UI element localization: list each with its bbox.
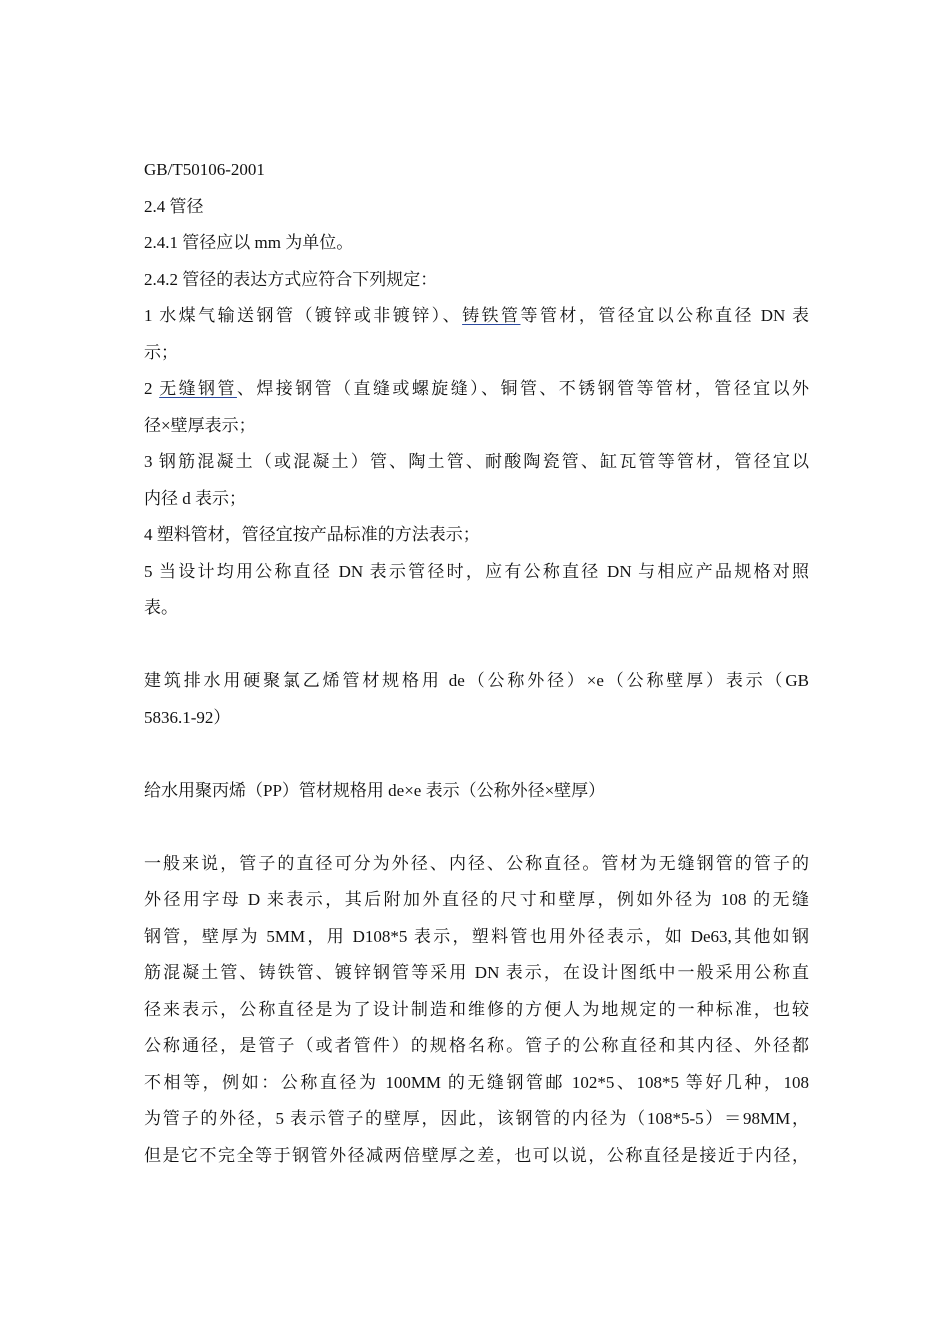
pp-paragraph: 给水用聚丙烯（PP）管材规格用 de×e 表示（公称外径×壁厚） <box>144 780 606 800</box>
clause-2-4-1: 2.4.1 管径应以 mm 为单位。 <box>144 233 354 252</box>
paragraph-line: 筋混凝土管、铸铁管、镀锌钢管等采用 DN 表示，在设计图纸中一般采用公称直 <box>144 963 809 982</box>
item-5-line-2: 表。 <box>144 598 178 617</box>
paragraph-line: 不相等，例如：公称直径为 100MM 的无缝钢管邮 102*5、108*5 等好几种，108 <box>144 1072 809 1092</box>
paragraph-line: 但是它不完全等于钢管外径减两倍壁厚之差，也可以说，公称直径是接近于内径， <box>144 1145 809 1165</box>
item-2-line-2: 径×壁厚表示； <box>144 415 256 435</box>
paragraph-line: 一般来说，管子的直径可分为外径、内径、公称直径。管材为无缝钢管的管子的 <box>144 853 809 873</box>
pvc-paragraph-line-2: 5836.1-92） <box>144 707 231 727</box>
pvc-paragraph-line-1: 建筑排水用硬聚氯乙烯管材规格用 de（公称外径）×e（公称壁厚）表示（GB <box>144 671 809 690</box>
item-2-line-1 <box>144 371 809 408</box>
section-heading: 2.4 管径 <box>144 196 204 216</box>
item-1-line-2: 示； <box>144 342 178 362</box>
spacer <box>144 627 809 664</box>
paragraph-line: 为管子的外径，5 表示管子的壁厚，因此，该钢管的内径为（108*5-5）＝98MM， <box>144 1109 809 1128</box>
document-body <box>144 152 809 1174</box>
item-4: 4 塑料管材，管径宜按产品标准的方法表示； <box>144 525 480 544</box>
paragraph-line: 公称通径，是管子（或者管件）的规格名称。管子的公称直径和其内径、外径都 <box>144 1036 809 1055</box>
item-1-text-post: 等管材，管径宜以公称直径 DN 表 <box>520 306 809 325</box>
item-2-text-pre: 2 <box>144 379 160 398</box>
spacer <box>144 809 809 846</box>
seamless-steel-pipe-link[interactable]: 无缝钢管 <box>159 379 237 398</box>
spacer <box>144 736 809 773</box>
item-5-line-1: 5 当设计均用公称直径 DN 表示管径时，应有公称直径 DN 与相应产品规格对照 <box>144 561 809 581</box>
paragraph-line: 径来表示，公称直径是为了设计制造和维修的方便人为地规定的一种标准，也较 <box>144 999 809 1019</box>
cast-iron-pipe-link[interactable]: 铸铁管 <box>462 306 521 325</box>
paragraph-line: 钢管，壁厚为 5MM，用 D108*5 表示，塑料管也用外径表示，如 De63,其他如钢 <box>144 926 809 946</box>
item-1-text-pre: 1 水煤气输送钢管（镀锌或非镀锌）、 <box>144 306 463 325</box>
item-1-line-1 <box>144 298 809 335</box>
clause-2-4-2: 2.4.2 管径的表达方式应符合下列规定： <box>144 269 438 289</box>
standard-code: GB/T50106-2001 <box>144 160 265 179</box>
item-3-line-2: 内径 d 表示； <box>144 488 246 508</box>
item-2-text-post: 、焊接钢管（直缝或螺旋缝）、铜管、不锈钢管等管材，管径宜以外 <box>236 379 810 398</box>
paragraph-line: 外径用字母 D 来表示，其后附加外直径的尺寸和壁厚，例如外径为 108 的无缝 <box>144 890 809 909</box>
item-3-line-1: 3 钢筋混凝土（或混凝土）管、陶土管、耐酸陶瓷管、缸瓦管等管材，管径宜以 <box>144 452 809 471</box>
